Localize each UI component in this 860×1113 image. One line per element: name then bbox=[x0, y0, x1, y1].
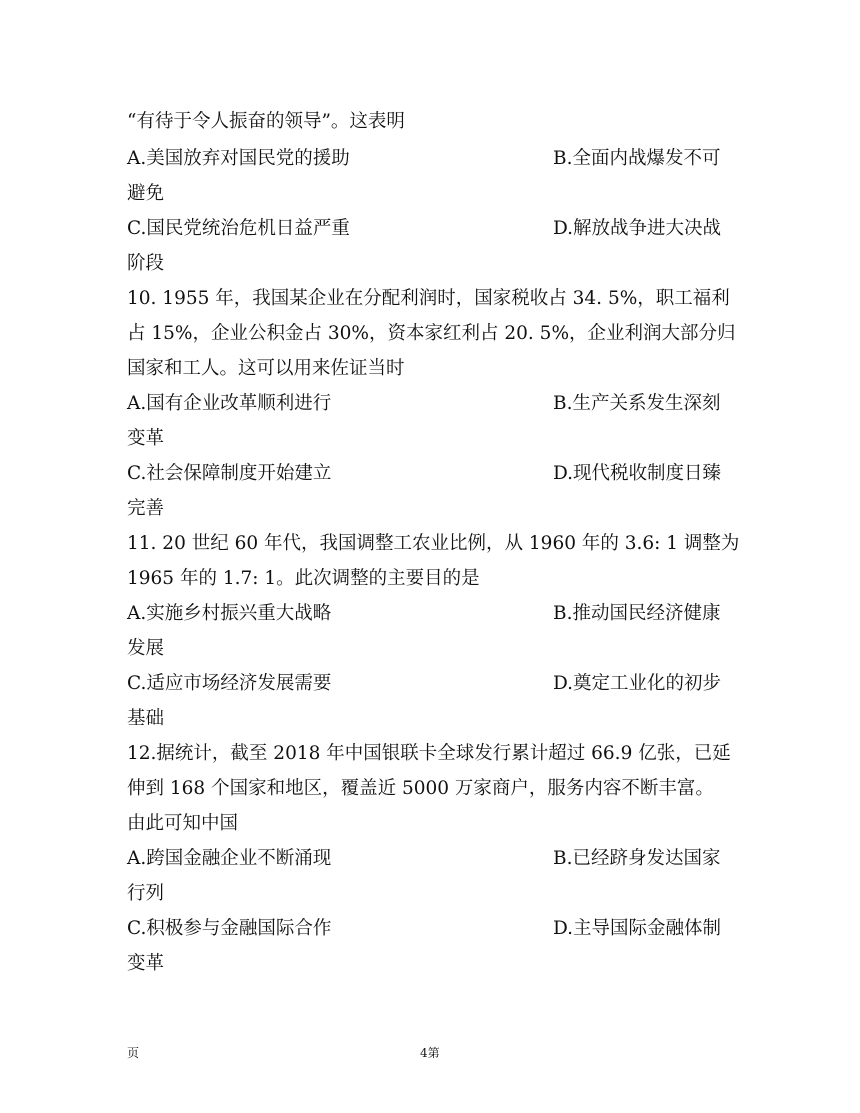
q12-stem-line-2: 伸到 168 个国家和地区，覆盖近 5000 万家商户，服务内容不断丰富。 bbox=[127, 778, 714, 799]
q11-option-d-continued: 基础 bbox=[127, 708, 165, 729]
q10-stem-line-2: 占 15%，企业公积金占 30%，资本家红利占 20. 5%，企业利润大部分归 bbox=[127, 323, 736, 344]
q9-stem-tail: “有待于令人振奋的领导”。这表明 bbox=[127, 111, 405, 132]
q12-option-c: C.积极参与金融国际合作 bbox=[127, 918, 332, 939]
q12-stem-line-3: 由此可知中国 bbox=[127, 813, 239, 834]
q11-option-b-continued: 发展 bbox=[127, 638, 165, 659]
q11-option-c: C.适应市场经济发展需要 bbox=[127, 673, 332, 694]
q10-option-c: C.社会保障制度开始建立 bbox=[127, 463, 332, 484]
q10-option-a: A.国有企业改革顺利进行 bbox=[127, 393, 332, 414]
q11-stem-line-2: 1965 年的 1.7: 1。此次调整的主要目的是 bbox=[127, 568, 480, 589]
q11-option-a: A.实施乡村振兴重大战略 bbox=[127, 603, 332, 624]
q10-option-b-continued: 变革 bbox=[127, 428, 165, 449]
q10-stem-line-3: 国家和工人。这可以用来佐证当时 bbox=[127, 358, 405, 379]
q10-stem-line-1: 10. 1955 年，我国某企业在分配利润时，国家税收占 34. 5%，职工福利 bbox=[127, 288, 730, 309]
q12-option-b-continued: 行列 bbox=[127, 883, 165, 904]
q10-option-b: B.生产关系发生深刻 bbox=[553, 393, 721, 414]
q9-option-a: A.美国放弃对国民党的援助 bbox=[127, 148, 350, 169]
q9-option-d: D.解放战争进大决战 bbox=[553, 218, 722, 239]
q12-option-d: D.主导国际金融体制 bbox=[553, 918, 722, 939]
q9-option-b: B.全面内战爆发不可 bbox=[553, 148, 721, 169]
footer-page-number: 4第 bbox=[420, 1046, 440, 1060]
q10-option-d: D.现代税收制度日臻 bbox=[553, 463, 722, 484]
q12-option-a: A.跨国金融企业不断涌现 bbox=[127, 848, 332, 869]
q9-option-d-continued: 阶段 bbox=[127, 253, 165, 274]
q9-option-c: C.国民党统治危机日益严重 bbox=[127, 218, 350, 239]
q12-option-d-continued: 变革 bbox=[127, 953, 165, 974]
q10-option-d-continued: 完善 bbox=[127, 498, 165, 519]
q9-option-b-continued: 避免 bbox=[127, 183, 165, 204]
q11-option-d: D.奠定工业化的初步 bbox=[553, 673, 722, 694]
q11-stem-line-1: 11. 20 世纪 60 年代，我国调整工农业比例，从 1960 年的 3.6: 1 调整为 bbox=[127, 533, 740, 554]
q12-option-b: B.已经跻身发达国家 bbox=[553, 848, 721, 869]
q11-option-b: B.推动国民经济健康 bbox=[553, 603, 721, 624]
q12-stem-line-1: 12.据统计，截至 2018 年中国银联卡全球发行累计超过 66.9 亿张，已延 bbox=[127, 743, 731, 764]
footer-page-label: 页 bbox=[127, 1046, 140, 1060]
